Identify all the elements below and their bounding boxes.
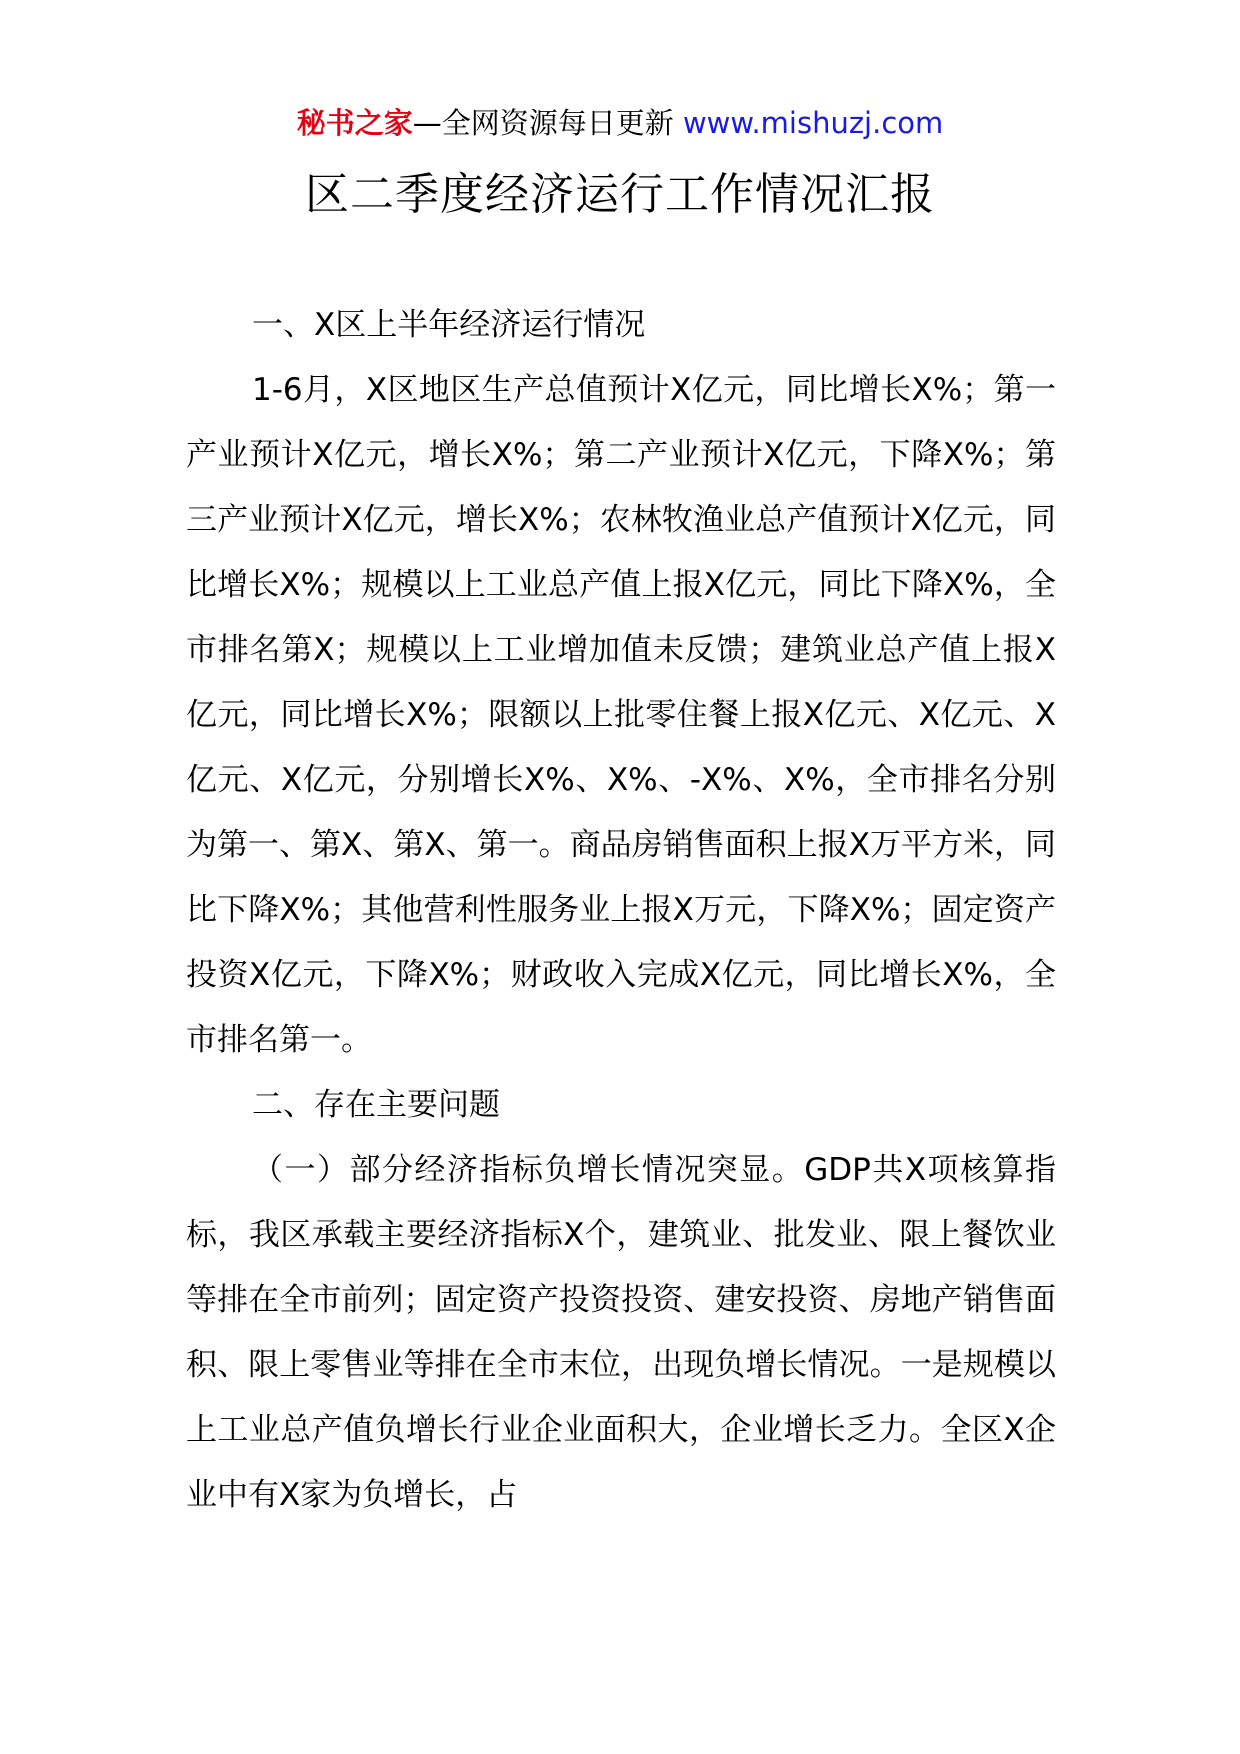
paragraph-economic-data: 1-6月，X区地区生产总值预计X亿元，同比增长X%；第一产业预计X亿元，增长X%；第二产业预计X亿元，下降X%；第三产业预计X亿元，增长X%；农林牧渔业总产值预计X亿元，同比增长X%；规模以上工业总产值上报X亿元，同比下降X%，全市排名第X；规模以上工业增加值未反馈；建筑业总产值上报X亿元，同比增长X%；限额以上批零住餐上报X亿元、X亿元、X亿元、X亿元，分别增长X%、X%、-X%、X%，全市排名分别为第一、第X、第X、第一。商品房销售面积上报X万平方米，同比下降X%；其他营利性服务业上报X万元，下降X%；固定资产投资X亿元，下降X%；财政收入完成X亿元，同比增长X%，全市排名第一。 [186, 372, 1056, 1058]
site-banner [0, 100, 1240, 146]
paragraph-problems: （一）部分经济指标负增长情况突显。GDP共X项核算指标，我区承载主要经济指标X个，建筑业、批发业、限上餐饮业等排在全市前列；固定资产投资投资、建安投资、房地产销售面积、限上零售业等排在全市末位，出现负增长情况。一是规模以上工业总产值负增长行业企业面积大，企业增长乏力。全区X企业中有X家为负增长，占 [186, 1152, 1056, 1513]
document-title: 区二季度经济运行工作情况汇报 [305, 169, 935, 220]
site-url-link[interactable]: www.mishuzj.com [682, 106, 944, 140]
brand-name: 秘书之家 [296, 106, 413, 140]
section-heading-1: 一、X区上半年经济运行情况 [252, 307, 646, 343]
banner-tagline: —全网资源每日更新 [412, 106, 674, 140]
document-body [186, 293, 1056, 1528]
section-heading-2: 二、存在主要问题 [252, 1087, 500, 1123]
